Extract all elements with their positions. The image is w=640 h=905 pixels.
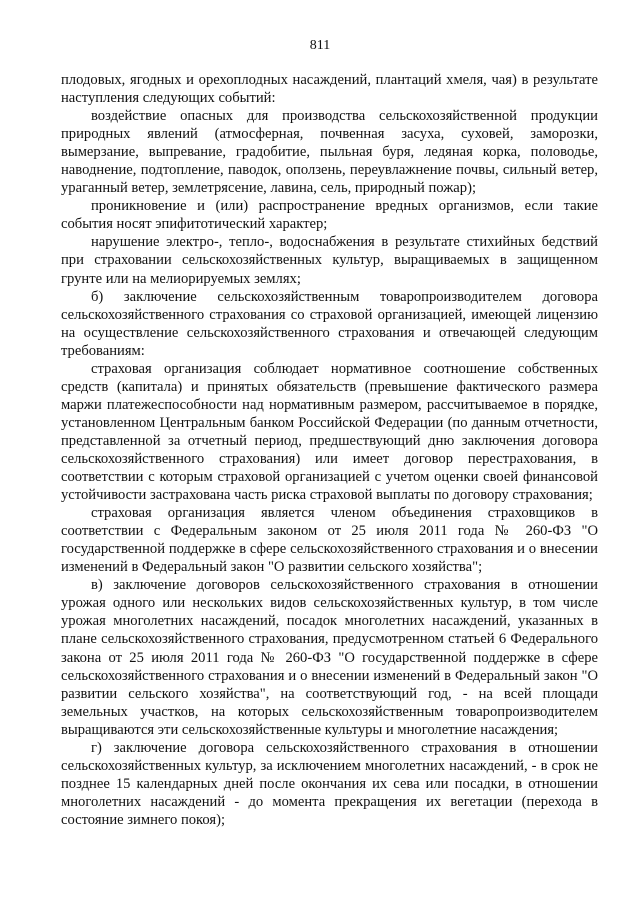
paragraph: нарушение электро-, тепло-, водоснабжения в результате стихийных бедствий при страховании сельскохозяйственных культур, выращиваемых в защищенном грунте или на мелиорируемых землях; bbox=[61, 234, 598, 287]
paragraph: страховая организация является членом объединения страховщиков в соответствии с Федеральным законом от 25 июля 2011 года № 260-ФЗ "О государственной поддержке в сфере сельскохозяйственного страхования и о внесении изменений в Федеральный закон "О развитии сельского хозяйства"; bbox=[61, 505, 598, 576]
paragraph: воздействие опасных для производства сельскохозяйственной продукции природных явлений (атмосферная, почвенная засуха, суховей, заморозки, вымерзание, выпревание, градобитие, пыльная буря, ледяная корка, половодье, наводнение, подтопление, паводок, оползень, переувлажнение почвы, сильный ветер, ураганный ветер, землетрясение, лавина, сель, природный пожар); bbox=[61, 108, 598, 197]
page-number: 811 bbox=[309, 38, 331, 53]
paragraph: страховая организация соблюдает нормативное соотношение собственных средств (капитала) и принятых обязательств (превышение фактического размера маржи платежеспособности над нормативным размером, рассчитываемое в порядке, установленном Центральным банком Российской Федерации (по данным отчетности, представленной за отчетный период, предшествующий дню заключения договора сельскохозяйственного страхования) или имеет договор перестрахования, в соответствии с которым страховой организацией с учетом оценки своей финансовой устойчивости застрахована часть риска страховой выплаты по договору страхования; bbox=[61, 360, 598, 504]
paragraph: плодовых, ягодных и орехоплодных насаждений, плантаций хмеля, чая) в результате наступления следующих событий: bbox=[61, 72, 598, 107]
paragraph: проникновение и (или) распространение вредных организмов, если такие события носят эпифитотический характер; bbox=[61, 198, 598, 233]
paragraph: г) заключение договора сельскохозяйственного страхования в отношении сельскохозяйственных культур, за исключением многолетних насаждений, - в срок не позднее 15 календарных дней после окончания их сева или посадки, в отношении многолетних насаждений - до момента прекращения их вегетации (перехода в состояние зимнего покоя); bbox=[61, 739, 598, 828]
paragraph: б) заключение сельскохозяйственным товаропроизводителем договора сельскохозяйственного страхования со страховой организацией, имеющей лицензию на осуществление сельскохозяйственного страхования и отвечающей следующим требованиям: bbox=[61, 288, 598, 359]
paragraph: в) заключение договоров сельскохозяйственного страхования в отношении урожая одного или нескольких видов сельскохозяйственных культур, в том числе урожая многолетних насаждений, посадок многолетних насаждений, указанных в плане сельскохозяйственного страхования, предусмотренном статьей 6 Федерального закона от 25 июля 2011 года № 260-ФЗ "О государственной поддержке в сфере сельскохозяйственного страхования и о внесении изменений в Федеральный закон "О развитии сельского хозяйства", на соответствующий год, - на всей площади земельных участков, на которых сельскохозяйственным товаропроизводителем выращиваются эти сельскохозяйственные культуры и многолетние насаждения; bbox=[61, 577, 598, 738]
document-body bbox=[61, 71, 598, 829]
